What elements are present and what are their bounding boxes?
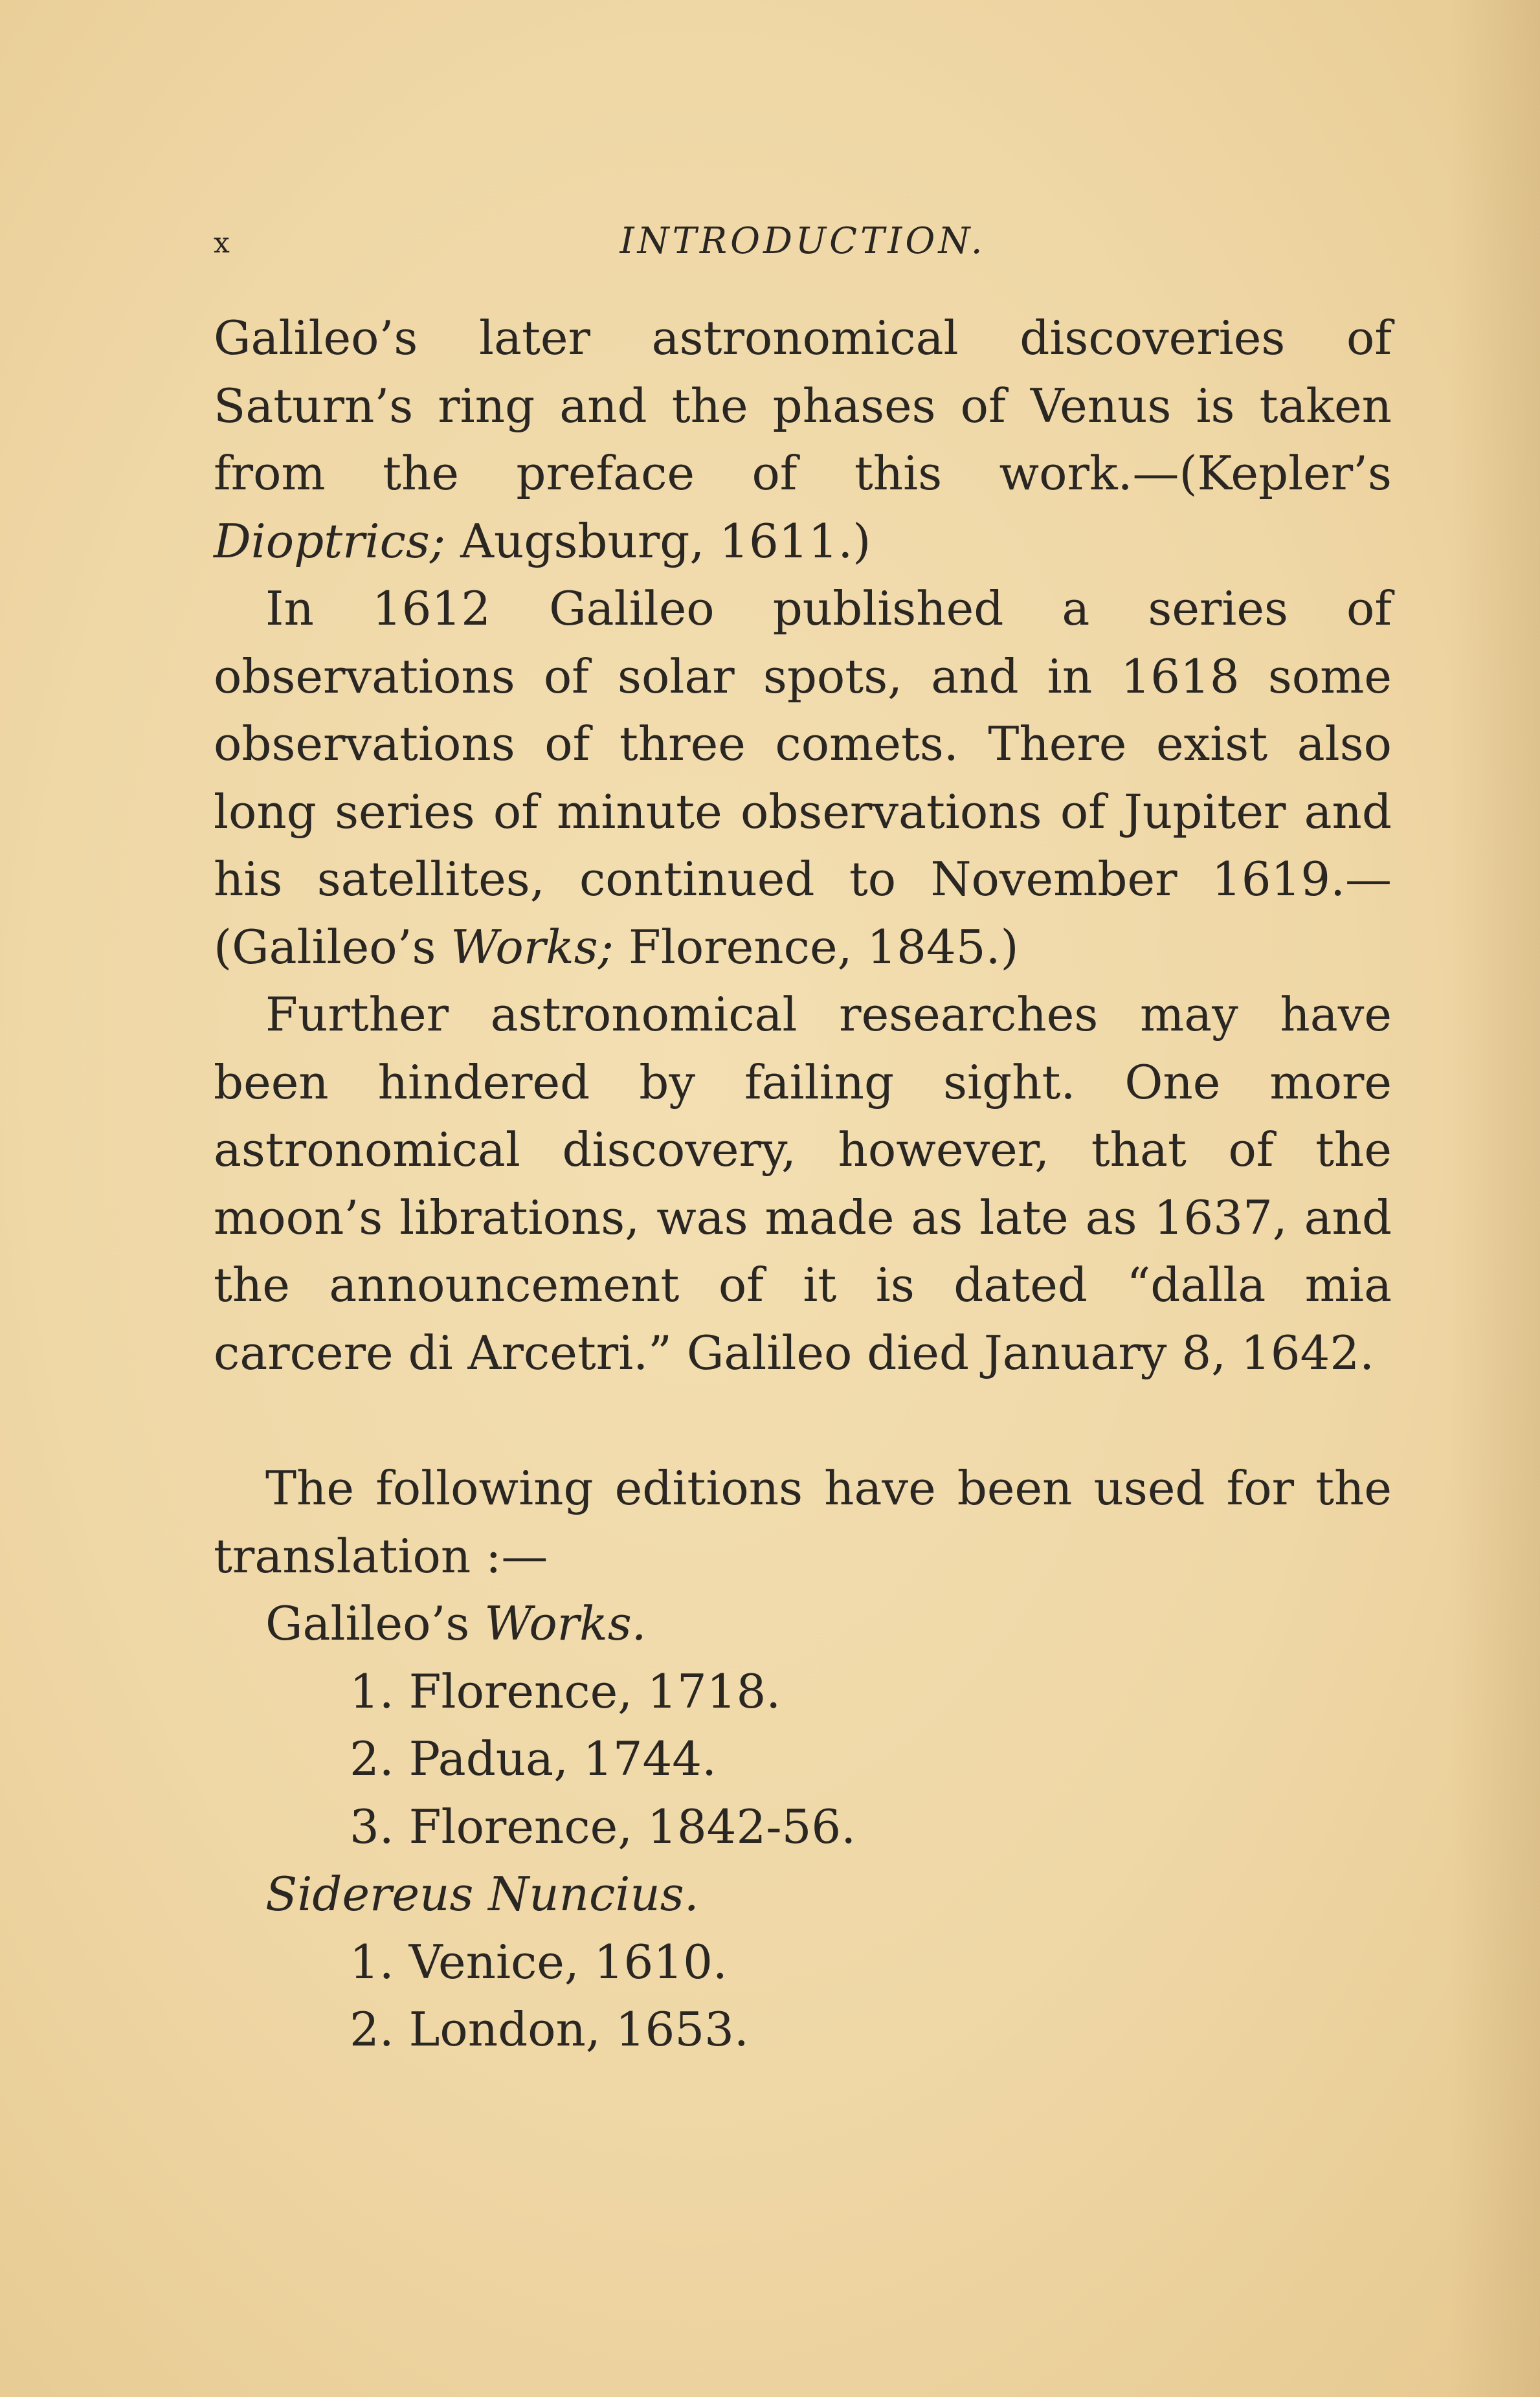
works-heading xyxy=(214,1590,1392,1658)
works-edition-item: 1. Florence, 1718. xyxy=(350,1664,781,1719)
nuncius-heading: Sidereus Nuncius. xyxy=(265,1867,699,1921)
paragraph-kepler-text-a: Galileo’s later astronomical discoveries of Saturn’s ring and the phases of Venus is taken from the preface of this work.—(Kepler’s xyxy=(214,311,1392,500)
page-edge-shadow xyxy=(1449,0,1540,2397)
paragraph-gap xyxy=(214,1387,1392,1455)
paragraph-kepler xyxy=(214,304,1392,575)
paragraph-kepler-text-b: Augsburg, 1611.) xyxy=(445,513,871,568)
works-edition-item: 3. Florence, 1842-56. xyxy=(350,1799,856,1854)
paragraph-observations-text-b: Florence, 1845.) xyxy=(614,919,1019,974)
nuncius-edition-item: 1. Venice, 1610. xyxy=(350,1934,728,1989)
body-text xyxy=(214,304,1392,2064)
nuncius-edition-item: 2. London, 1653. xyxy=(350,2002,749,2057)
running-head: INTRODUCTION. xyxy=(619,220,986,262)
page-header xyxy=(214,214,1392,272)
paragraph-researches: Further astronomical researches may have been hindered by failing sight. One more astronomical discovery, however, that of the moon’s librations, was made as late as 1637, and the announcement of it is dated “dalla mia carcere di Arcetri.” Galileo died January 8, 1642. xyxy=(214,987,1392,1380)
paragraph-observations xyxy=(214,575,1392,981)
paragraph-observations-italic-title: Works; xyxy=(451,919,614,974)
paragraph-editions-intro: The following editions have been used for the translation :— xyxy=(214,1461,1392,1583)
works-heading-author: Galileo’s xyxy=(265,1596,485,1651)
works-heading-title: Works. xyxy=(484,1596,647,1651)
paragraph-kepler-italic-title: Dioptrics; xyxy=(214,513,446,568)
page-number: x xyxy=(214,227,230,260)
works-edition-item: 2. Padua, 1744. xyxy=(350,1732,717,1786)
paragraph-observations-text-a: In 1612 Galileo published a series of observations of solar spots, and in 1618 some observations of three comets. There exist also long series of minute observations of Jupiter and his satellites, continued to November 1619.—(Galileo’s xyxy=(214,581,1392,974)
